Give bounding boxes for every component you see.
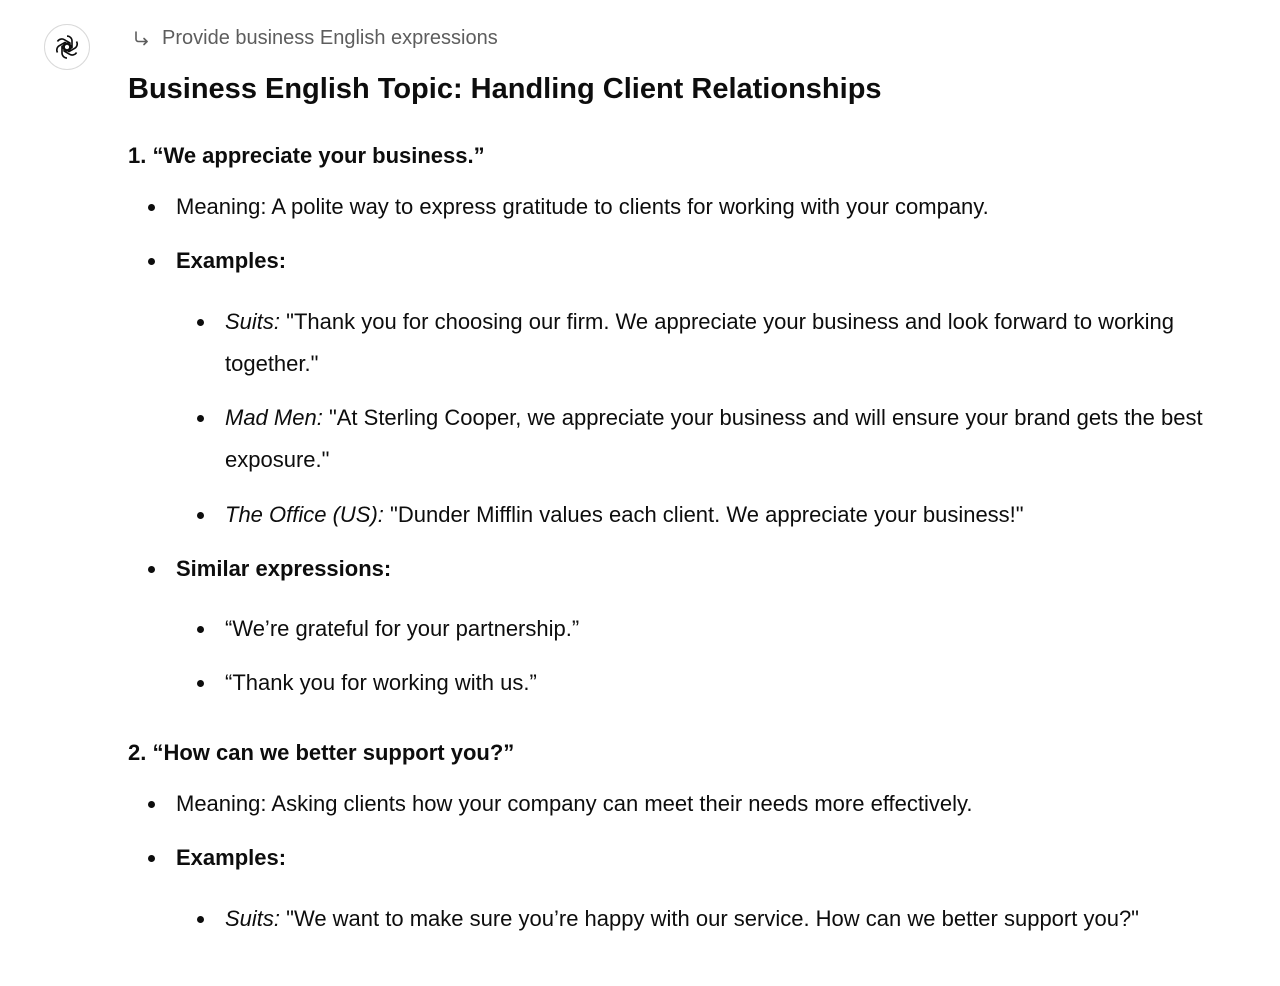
reply-context[interactable]	[130, 27, 498, 50]
example-quote: "We want to make sure you’re happy with our service. How can we better support you?"	[280, 906, 1139, 931]
bullet-icon	[197, 916, 204, 923]
example-source: Mad Men:	[225, 405, 323, 430]
openai-logo-icon	[52, 32, 82, 62]
example-item	[225, 301, 1215, 385]
meaning-item-1	[176, 186, 1216, 228]
section-heading-1: 1. “We appreciate your business.”	[128, 143, 485, 168]
bullet-icon	[148, 566, 155, 573]
bullet-icon	[197, 680, 204, 687]
similar-expression-text: “Thank you for working with us.”	[225, 670, 537, 695]
example-item	[225, 898, 1215, 940]
message-title: Business English Topic: Handling Client Relationships	[128, 73, 882, 105]
bullet-icon	[148, 855, 155, 862]
example-source: Suits:	[225, 309, 281, 334]
similar-item-1	[176, 548, 1216, 590]
examples-item-1	[176, 240, 1216, 282]
example-quote: "At Sterling Cooper, we appreciate your business and will ensure your brand gets the best exposure."	[225, 405, 1203, 472]
bullet-icon	[197, 319, 204, 326]
example-quote: "Thank you for choosing our firm. We appreciate your business and look forward to working together."	[225, 309, 1174, 376]
meaning-text: Meaning: Asking clients how your company can meet their needs more effectively.	[176, 791, 973, 816]
meaning-text: Meaning: A polite way to express gratitude to clients for working with your company.	[176, 194, 989, 219]
bullet-icon	[197, 512, 204, 519]
example-quote: "Dunder Mifflin values each client. We appreciate your business!"	[383, 502, 1024, 527]
example-item	[225, 397, 1215, 481]
example-source: The Office (US):	[225, 502, 384, 527]
meaning-item-2	[176, 783, 1216, 825]
examples-label: Examples:	[176, 845, 287, 870]
section-heading-2: 2. “How can we better support you?”	[128, 740, 515, 765]
reply-arrow-icon	[130, 28, 152, 50]
bullet-icon	[148, 258, 155, 265]
examples-label: Examples:	[176, 248, 287, 273]
example-item	[225, 494, 1215, 536]
similar-expression-text: “We’re grateful for your partnership.”	[225, 616, 580, 641]
bullet-icon	[148, 204, 155, 211]
reply-context-label: Provide business English expressions	[162, 27, 498, 49]
bullet-icon	[148, 801, 155, 808]
similar-expression	[225, 608, 1215, 650]
example-source: Suits:	[225, 906, 281, 931]
assistant-avatar	[44, 24, 90, 70]
examples-item-2	[176, 837, 1216, 879]
bullet-icon	[197, 626, 204, 633]
similar-expression	[225, 662, 1215, 704]
similar-label: Similar expressions:	[176, 556, 392, 581]
bullet-icon	[197, 415, 204, 422]
